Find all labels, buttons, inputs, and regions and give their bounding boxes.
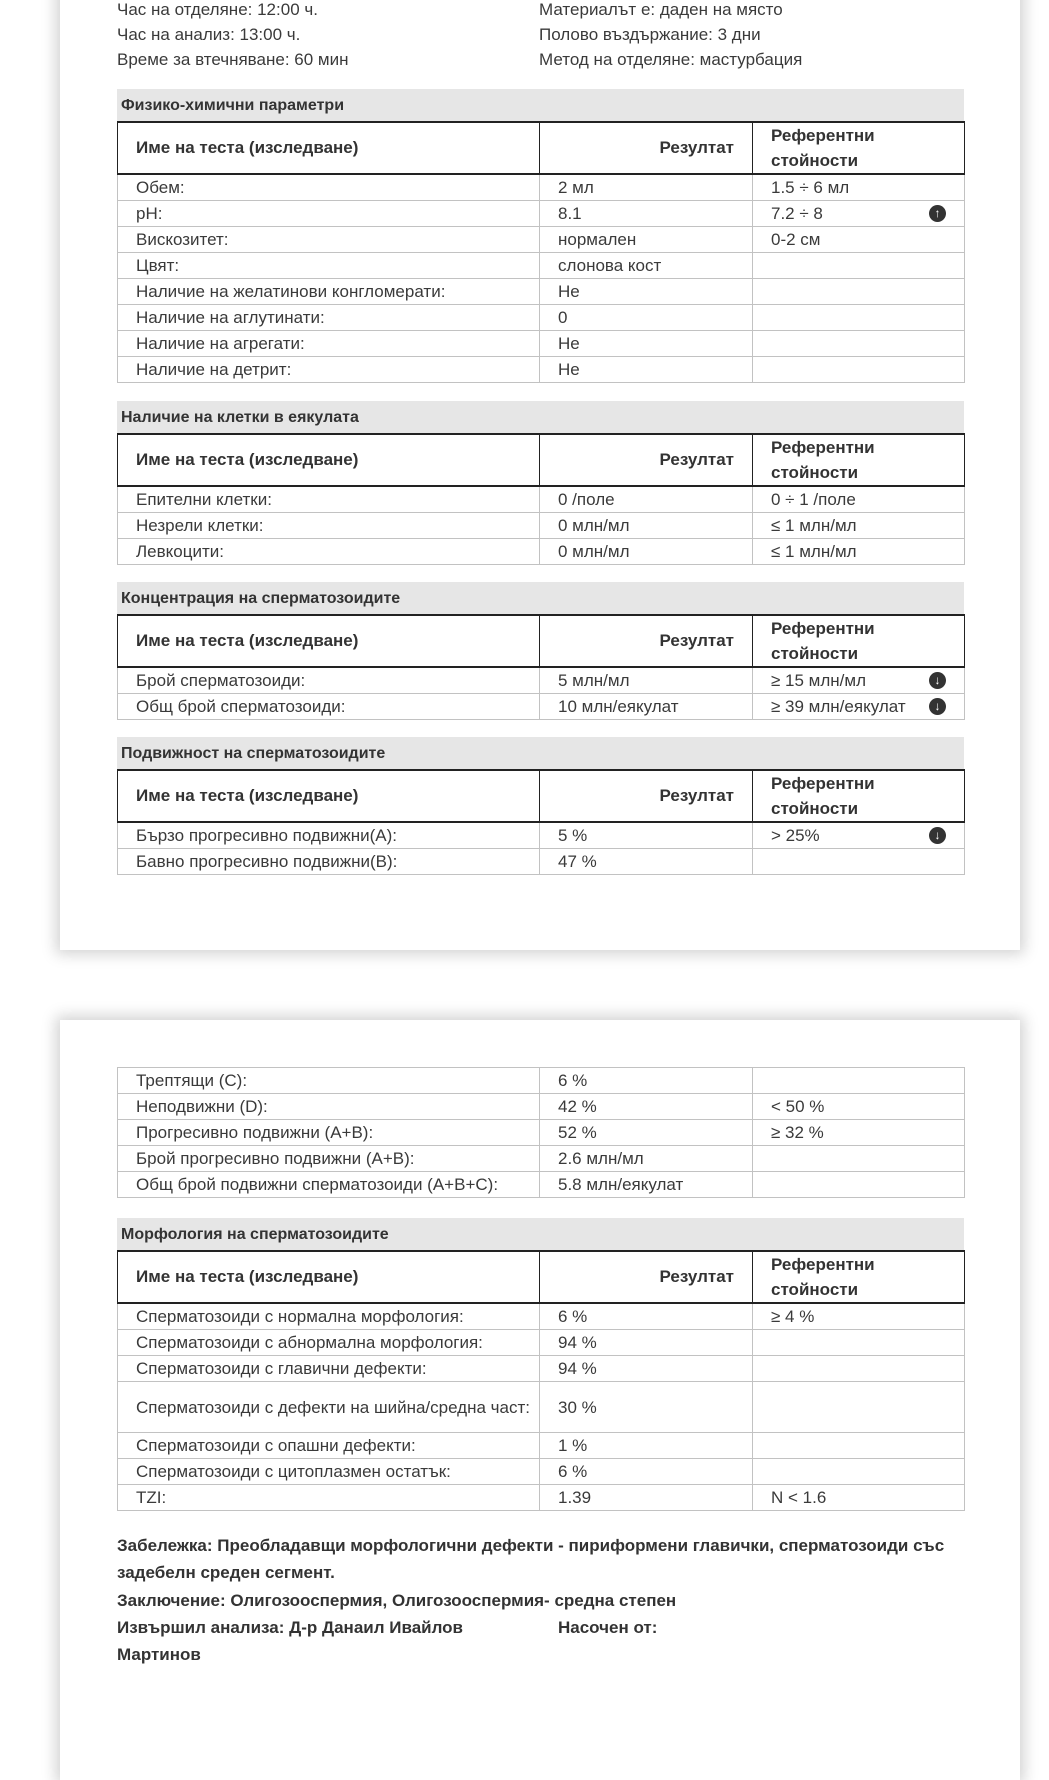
test-result: 42 %: [540, 1094, 753, 1120]
test-reference: [753, 1094, 965, 1120]
test-name: Сперматозоиди с цитоплазмен остатък:: [118, 1459, 540, 1485]
test-reference: [753, 227, 965, 253]
table-row: [118, 1433, 965, 1459]
test-reference: [753, 486, 965, 513]
section-concentration: [117, 582, 964, 720]
test-result: Не: [540, 357, 753, 383]
test-result: Не: [540, 331, 753, 357]
report-page-2: [60, 1020, 1020, 1780]
test-reference: [753, 694, 965, 720]
abstinence: Полово въздържание: 3 дни: [539, 25, 761, 44]
test-name: Незрели клетки:: [118, 513, 540, 539]
test-name: Сперматозоиди с опашни дефекти:: [118, 1433, 540, 1459]
table-row: [118, 1356, 965, 1382]
test-name: Сперматозоиди с нормална морфология:: [118, 1303, 540, 1330]
test-reference: [753, 1459, 965, 1485]
test-result: 5.8 млн/еякулат: [540, 1172, 753, 1198]
results-table: [117, 1250, 965, 1511]
test-reference: [753, 849, 965, 875]
table-row: [118, 513, 965, 539]
sample-info-left: [117, 0, 348, 72]
table-row: [118, 331, 965, 357]
test-name: Трептящи (С):: [118, 1068, 540, 1094]
test-result: 1 %: [540, 1433, 753, 1459]
reference-value: N < 1.6: [771, 1488, 827, 1507]
test-result: 94 %: [540, 1356, 753, 1382]
table-row: [118, 694, 965, 720]
reference-value: ≤ 1 млн/мл: [771, 542, 857, 561]
test-name: Левкоцити:: [118, 539, 540, 565]
results-table: [117, 433, 965, 565]
reference-value: 0-2 см: [771, 230, 821, 249]
column-header-name: Име на теста (изследване): [118, 122, 540, 174]
column-header-result: Резултат: [540, 770, 753, 822]
table-row: [118, 357, 965, 383]
column-header-reference: Референтни стойности: [753, 434, 965, 486]
table-row: [118, 1172, 965, 1198]
column-header-reference: Референтни стойности: [753, 1251, 965, 1303]
table-row: [118, 1120, 965, 1146]
test-result: 94 %: [540, 1330, 753, 1356]
column-header-result: Резултат: [540, 434, 753, 486]
section-title: Морфология на сперматозоидите: [117, 1218, 964, 1250]
test-result: Не: [540, 279, 753, 305]
referred-by: Насочен от:: [558, 1618, 658, 1637]
test-reference: [753, 1433, 965, 1459]
table-row: [118, 667, 965, 694]
test-name: Епителни клетки:: [118, 486, 540, 513]
test-reference: [753, 253, 965, 279]
table-row: [118, 1485, 965, 1511]
reference-value: ≥ 32 %: [771, 1123, 824, 1142]
table-header-row: [118, 770, 965, 822]
test-result: 2.6 млн/мл: [540, 1146, 753, 1172]
collection-method: Метод на отделяне: мастурбация: [539, 50, 803, 69]
table-row: [118, 1330, 965, 1356]
test-name: Цвят:: [118, 253, 540, 279]
liquefaction-time: Време за втечняване: 60 мин: [117, 50, 349, 69]
section-title: Концентрация на сперматозоидите: [117, 582, 964, 614]
test-reference: [753, 1382, 965, 1433]
section-title: Подвижност на сперматозоидите: [117, 737, 964, 769]
results-table: [117, 1067, 965, 1198]
test-reference: [753, 201, 965, 227]
test-result: 0: [540, 305, 753, 331]
table-row: [118, 849, 965, 875]
column-header-name: Име на теста (изследване): [118, 615, 540, 667]
test-reference: [753, 539, 965, 565]
section-motility-continued: [117, 1067, 964, 1198]
test-name: Общ брой подвижни сперматозоиди (А+В+С):: [118, 1172, 540, 1198]
reference-value: ≤ 1 млн/мл: [771, 516, 857, 535]
test-result: 6 %: [540, 1459, 753, 1485]
column-header-name: Име на теста (изследване): [118, 434, 540, 486]
table-row: [118, 253, 965, 279]
reference-value: 0 ÷ 1 /поле: [771, 490, 856, 509]
test-name: Наличие на детрит:: [118, 357, 540, 383]
section-motility: [117, 737, 964, 875]
reference-value: ≥ 15 млн/мл: [771, 671, 867, 690]
column-header-name: Име на теста (изследване): [118, 1251, 540, 1303]
test-result: 5 %: [540, 822, 753, 849]
table-row: [118, 1303, 965, 1330]
test-result: 6 %: [540, 1068, 753, 1094]
test-name: Брой прогресивно подвижни (А+В):: [118, 1146, 540, 1172]
test-result: 0 млн/мл: [540, 539, 753, 565]
test-reference: [753, 174, 965, 201]
column-header-reference: Референтни стойности: [753, 770, 965, 822]
test-reference: [753, 305, 965, 331]
test-name: Сперматозоиди с главични дефекти:: [118, 1356, 540, 1382]
test-result: 2 мл: [540, 174, 753, 201]
test-reference: [753, 1330, 965, 1356]
test-result: 52 %: [540, 1120, 753, 1146]
test-result: 5 млн/мл: [540, 667, 753, 694]
test-result: нормален: [540, 227, 753, 253]
table-row: [118, 1146, 965, 1172]
table-row: [118, 539, 965, 565]
test-reference: [753, 667, 965, 694]
section-physchem: [117, 89, 964, 383]
test-result: 0 /поле: [540, 486, 753, 513]
test-result: 8.1: [540, 201, 753, 227]
section-cells: [117, 401, 964, 565]
performed-by: Извършил анализа: Д-р Данаил Ивайлов Мартинов: [117, 1618, 464, 1664]
test-name: Сперматозоиди с дефекти на шийна/средна част:: [118, 1382, 540, 1433]
test-reference: [753, 1120, 965, 1146]
results-table: [117, 121, 965, 383]
test-result: 30 %: [540, 1382, 753, 1433]
table-row: [118, 1459, 965, 1485]
test-result: слонова кост: [540, 253, 753, 279]
column-header-name: Име на теста (изследване): [118, 770, 540, 822]
test-name: Наличие на агрегати:: [118, 331, 540, 357]
test-name: Брой сперматозоиди:: [118, 667, 540, 694]
column-header-reference: Референтни стойности: [753, 122, 965, 174]
table-row: [118, 1382, 965, 1433]
arrow-down-circle-icon: ↓: [929, 827, 946, 844]
test-reference: [753, 822, 965, 849]
test-name: pH:: [118, 201, 540, 227]
table-row: [118, 227, 965, 253]
material-source: Материалът е: даден на място: [539, 0, 783, 19]
table-header-row: [118, 434, 965, 486]
arrow-down-circle-icon: ↓: [929, 672, 946, 689]
results-table: [117, 614, 965, 720]
conclusion-text: Заключение: Олигозооспермия, Олигозооспермия- средна степен: [117, 1591, 677, 1610]
table-header-row: [118, 122, 965, 174]
sample-info-right: [539, 0, 802, 72]
test-reference: [753, 513, 965, 539]
report-page-1: [60, 0, 1020, 950]
reference-value: > 25%: [771, 826, 820, 845]
note-text: Забележка: Преобладавщи морфологични дефекти - пириформени главички, сперматозоиди със задебелн среден сегмент.: [117, 1536, 945, 1582]
test-name: Бързо прогресивно подвижни(А):: [118, 822, 540, 849]
column-header-result: Резултат: [540, 122, 753, 174]
test-name: Наличие на желатинови конгломерати:: [118, 279, 540, 305]
table-header-row: [118, 1251, 965, 1303]
test-reference: [753, 1303, 965, 1330]
column-header-reference: Референтни стойности: [753, 615, 965, 667]
arrow-up-circle-icon: ↑: [929, 205, 946, 222]
test-name: Наличие на аглутинати:: [118, 305, 540, 331]
test-result: 6 %: [540, 1303, 753, 1330]
section-title: Физико-химични параметри: [117, 89, 964, 121]
analysis-time: Час на анализ: 13:00 ч.: [117, 25, 301, 44]
table-row: [118, 486, 965, 513]
test-name: Бавно прогресивно подвижни(В):: [118, 849, 540, 875]
test-name: Сперматозоиди с абнормална морфология:: [118, 1330, 540, 1356]
test-result: 1.39: [540, 1485, 753, 1511]
table-row: [118, 305, 965, 331]
reference-value: 1.5 ÷ 6 мл: [771, 178, 850, 197]
column-header-result: Резултат: [540, 1251, 753, 1303]
separation-time: Час на отделяне: 12:00 ч.: [117, 0, 318, 19]
results-table: [117, 769, 965, 875]
test-name: Вискозитет:: [118, 227, 540, 253]
test-name: Неподвижни (D):: [118, 1094, 540, 1120]
table-row: [118, 822, 965, 849]
test-name: Обем:: [118, 174, 540, 201]
reference-value: ≥ 39 млн/еякулат: [771, 697, 906, 716]
test-reference: [753, 1485, 965, 1511]
table-row: [118, 174, 965, 201]
reference-value: < 50 %: [771, 1097, 825, 1116]
test-name: Общ брой сперматозоиди:: [118, 694, 540, 720]
section-title: Наличие на клетки в еякулата: [117, 401, 964, 433]
test-reference: [753, 1068, 965, 1094]
section-morphology: [117, 1218, 964, 1511]
test-reference: [753, 1172, 965, 1198]
test-result: 0 млн/мл: [540, 513, 753, 539]
table-row: [118, 201, 965, 227]
test-reference: [753, 357, 965, 383]
table-header-row: [118, 615, 965, 667]
table-row: [118, 1068, 965, 1094]
test-reference: [753, 1356, 965, 1382]
table-row: [118, 1094, 965, 1120]
test-result: 10 млн/еякулат: [540, 694, 753, 720]
table-row: [118, 279, 965, 305]
reference-value: ≥ 4 %: [771, 1307, 815, 1326]
test-result: 47 %: [540, 849, 753, 875]
test-name: Прогресивно подвижни (А+В):: [118, 1120, 540, 1146]
arrow-down-circle-icon: ↓: [929, 698, 946, 715]
test-reference: [753, 279, 965, 305]
test-name: TZI:: [118, 1485, 540, 1511]
test-reference: [753, 331, 965, 357]
test-reference: [753, 1146, 965, 1172]
column-header-result: Резултат: [540, 615, 753, 667]
reference-value: 7.2 ÷ 8: [771, 204, 823, 223]
